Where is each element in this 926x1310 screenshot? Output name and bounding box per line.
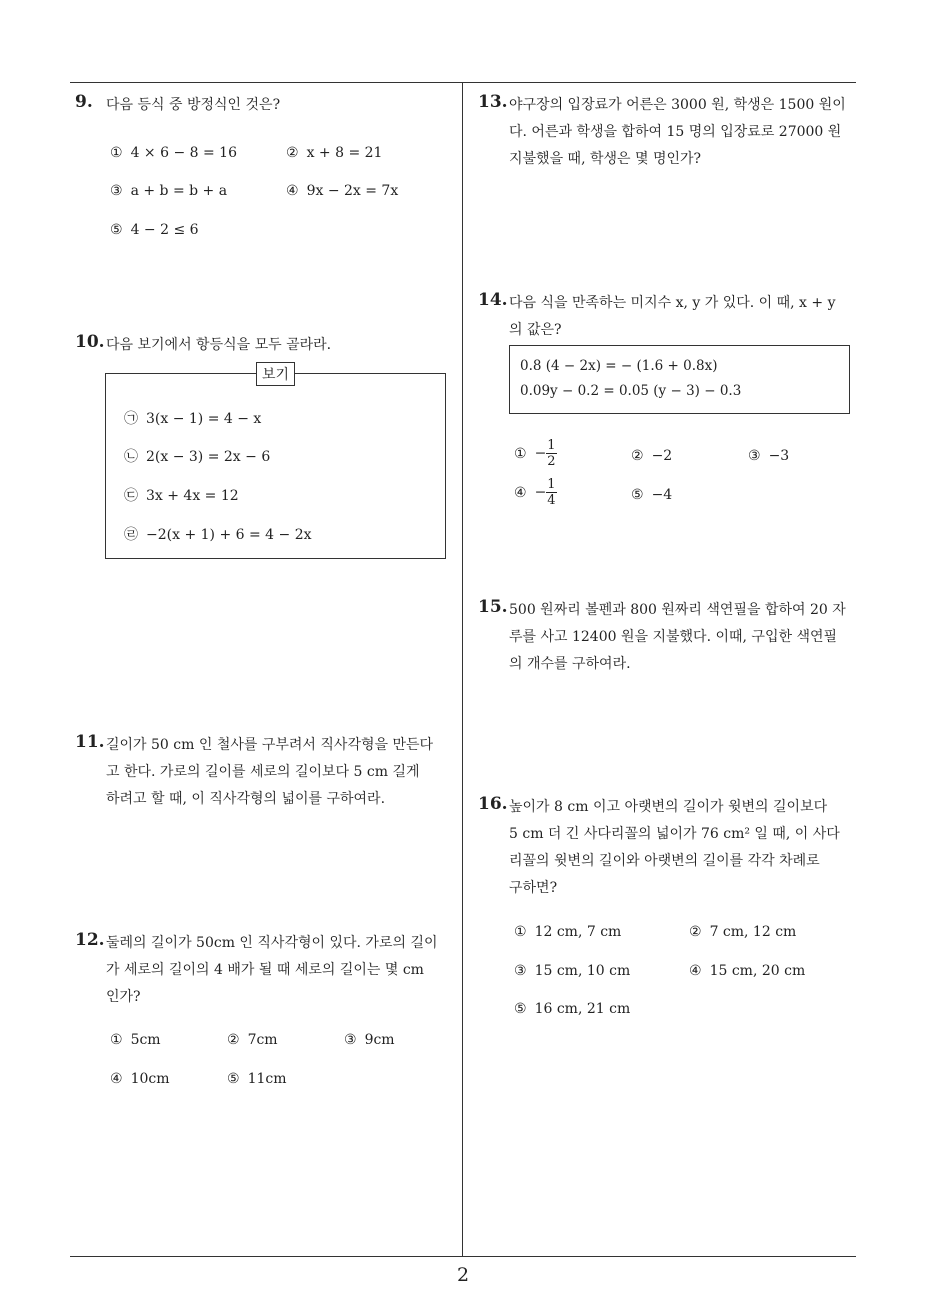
option-marker: ③	[110, 183, 123, 199]
option-text: 15 cm, 20 cm	[709, 963, 806, 979]
option-marker: ②	[631, 448, 644, 464]
option-text: −4	[651, 487, 673, 503]
q9-stem: 다음 등식 중 방정식인 것은?	[106, 97, 281, 113]
q13-line-1: 야구장의 입장료가 어른은 3000 원, 학생은 1500 원이	[509, 97, 846, 113]
q15-line-3: 의 개수를 구하여라.	[509, 656, 631, 672]
q12-number: 12.	[75, 930, 105, 950]
q14-option-5[interactable]	[631, 487, 672, 503]
option-text: 9cm	[364, 1032, 395, 1048]
top-rule	[70, 82, 856, 83]
option-marker: ①	[110, 145, 123, 161]
q14-equation-box	[509, 345, 850, 414]
option-marker: ④	[514, 484, 527, 501]
option-marker: ②	[286, 145, 299, 161]
q10-item-4	[124, 524, 312, 544]
fraction-denominator: 2	[547, 454, 556, 469]
q9-option-5[interactable]	[110, 222, 199, 238]
q9-number: 9.	[75, 92, 93, 112]
q12-line-3: 인가?	[106, 989, 141, 1005]
q12-option-3[interactable]	[344, 1032, 395, 1048]
option-text: x + 8 = 21	[306, 145, 383, 161]
option-marker: ①	[514, 924, 527, 940]
q14-line-2: 의 값은?	[509, 322, 562, 338]
option-marker: ①	[514, 445, 527, 462]
q10-box-label: 보기	[256, 362, 295, 386]
q13-line-3: 지불했을 때, 학생은 몇 명인가?	[509, 151, 702, 167]
option-marker: ④	[110, 1071, 123, 1087]
q12-option-4[interactable]	[110, 1071, 170, 1087]
option-text: 4 × 6 − 8 = 16	[130, 145, 237, 161]
option-marker: ⑤	[110, 222, 123, 238]
item-marker: ㉢	[124, 488, 138, 504]
option-marker: ②	[227, 1032, 240, 1048]
q16-line-2: 5 cm 더 긴 사다리꼴의 넓이가 76 cm² 일 때, 이 사다	[509, 826, 840, 842]
q9-option-3[interactable]	[110, 183, 227, 199]
fraction	[546, 477, 556, 508]
q16-line-4: 구하면?	[509, 880, 558, 896]
column-divider	[462, 82, 463, 1256]
q12-line-2: 가 세로의 길이의 4 배가 될 때 세로의 길이는 몇 cm	[106, 962, 424, 978]
option-marker: ⑤	[514, 1001, 527, 1017]
option-marker: ④	[286, 183, 299, 199]
option-sign: −	[534, 484, 547, 501]
option-text: 16 cm, 21 cm	[534, 1001, 631, 1017]
q9-option-1[interactable]	[110, 145, 237, 161]
q16-option-1[interactable]	[514, 924, 621, 940]
item-text: 2(x − 3) = 2x − 6	[146, 449, 271, 465]
q13-line-2: 다. 어른과 학생을 합하여 15 명의 입장료로 27000 원	[509, 124, 842, 140]
q11-line-1: 길이가 50 cm 인 철사를 구부려서 직사각형을 만든다	[106, 737, 434, 753]
q10-stem: 다음 보기에서 항등식을 모두 골라라.	[106, 337, 332, 353]
q16-line-1: 높이가 8 cm 이고 아랫변의 길이가 윗변의 길이보다	[509, 799, 828, 815]
option-text: −2	[651, 448, 673, 464]
option-text: 12 cm, 7 cm	[534, 924, 622, 940]
q16-option-5[interactable]	[514, 1001, 630, 1017]
item-marker: ㉡	[124, 449, 138, 465]
option-text: 15 cm, 10 cm	[534, 963, 631, 979]
q16-option-2[interactable]	[689, 924, 796, 940]
q9-option-2[interactable]	[286, 145, 382, 161]
q11-number: 11.	[75, 732, 105, 752]
q16-number: 16.	[478, 794, 508, 814]
q16-line-3: 리꼴의 윗변의 길이와 아랫변의 길이를 각각 차례로	[509, 853, 820, 869]
q15-number: 15.	[478, 597, 508, 617]
item-text: 3(x − 1) = 4 − x	[146, 411, 262, 427]
q14-option-3[interactable]	[748, 448, 789, 464]
option-text: 11cm	[247, 1071, 287, 1087]
q16-option-4[interactable]	[689, 963, 805, 979]
q11-line-2: 고 한다. 가로의 길이를 세로의 길이보다 5 cm 길게	[106, 764, 420, 780]
q12-line-1: 둘레의 길이가 50cm 인 직사각형이 있다. 가로의 길이	[106, 935, 438, 951]
bottom-rule	[70, 1256, 856, 1257]
item-text: 3x + 4x = 12	[146, 488, 239, 504]
q14-option-2[interactable]	[631, 448, 672, 464]
page-number: 2	[456, 1264, 470, 1286]
q12-option-2[interactable]	[227, 1032, 278, 1048]
option-text: −3	[768, 448, 790, 464]
item-text: −2(x + 1) + 6 = 4 − 2x	[146, 527, 312, 543]
option-marker: ③	[748, 448, 761, 464]
q14-equation-2: 0.09y − 0.2 = 0.05 (y − 3) − 0.3	[520, 383, 742, 399]
option-text: 7cm	[247, 1032, 278, 1048]
item-marker: ㉠	[124, 411, 138, 427]
q14-option-1[interactable]	[514, 438, 557, 469]
option-marker: ④	[689, 963, 702, 979]
option-text: 10cm	[130, 1071, 170, 1087]
q9-option-4[interactable]	[286, 183, 398, 199]
option-text: 7 cm, 12 cm	[709, 924, 797, 940]
q14-option-4[interactable]	[514, 477, 557, 508]
q10-item-2	[124, 446, 270, 466]
q11-line-3: 하려고 할 때, 이 직사각형의 넓이를 구하여라.	[106, 791, 386, 807]
fraction-numerator: 1	[547, 438, 556, 453]
q15-line-1: 500 원짜리 볼펜과 800 원짜리 색연필을 합하여 20 자	[509, 602, 846, 618]
option-marker: ⑤	[227, 1071, 240, 1087]
fraction-denominator: 4	[547, 493, 556, 508]
q10-number: 10.	[75, 332, 105, 352]
q13-number: 13.	[478, 92, 508, 112]
option-marker: ③	[344, 1032, 357, 1048]
fraction-numerator: 1	[547, 477, 556, 492]
option-text: 5cm	[130, 1032, 161, 1048]
q12-option-5[interactable]	[227, 1071, 287, 1087]
q10-item-1	[124, 408, 261, 428]
q14-equation-1: 0.8 (4 − 2x) = − (1.6 + 0.8x)	[520, 358, 718, 374]
option-text: a + b = b + a	[130, 183, 228, 199]
item-marker: ㉣	[124, 527, 138, 543]
option-text: 9x − 2x = 7x	[306, 183, 399, 199]
q12-option-1[interactable]	[110, 1032, 161, 1048]
option-text: 4 − 2 ≤ 6	[130, 222, 199, 238]
q14-number: 14.	[478, 290, 508, 310]
option-sign: −	[534, 445, 547, 462]
option-marker: ②	[689, 924, 702, 940]
option-marker: ③	[514, 963, 527, 979]
q16-option-3[interactable]	[514, 963, 630, 979]
q14-line-1: 다음 식을 만족하는 미지수 x, y 가 있다. 이 때, x + y	[509, 295, 836, 311]
q10-item-3	[124, 485, 239, 505]
fraction	[546, 438, 556, 469]
option-marker: ①	[110, 1032, 123, 1048]
q15-line-2: 루를 사고 12400 원을 지불했다. 이때, 구입한 색연필	[509, 629, 838, 645]
option-marker: ⑤	[631, 487, 644, 503]
